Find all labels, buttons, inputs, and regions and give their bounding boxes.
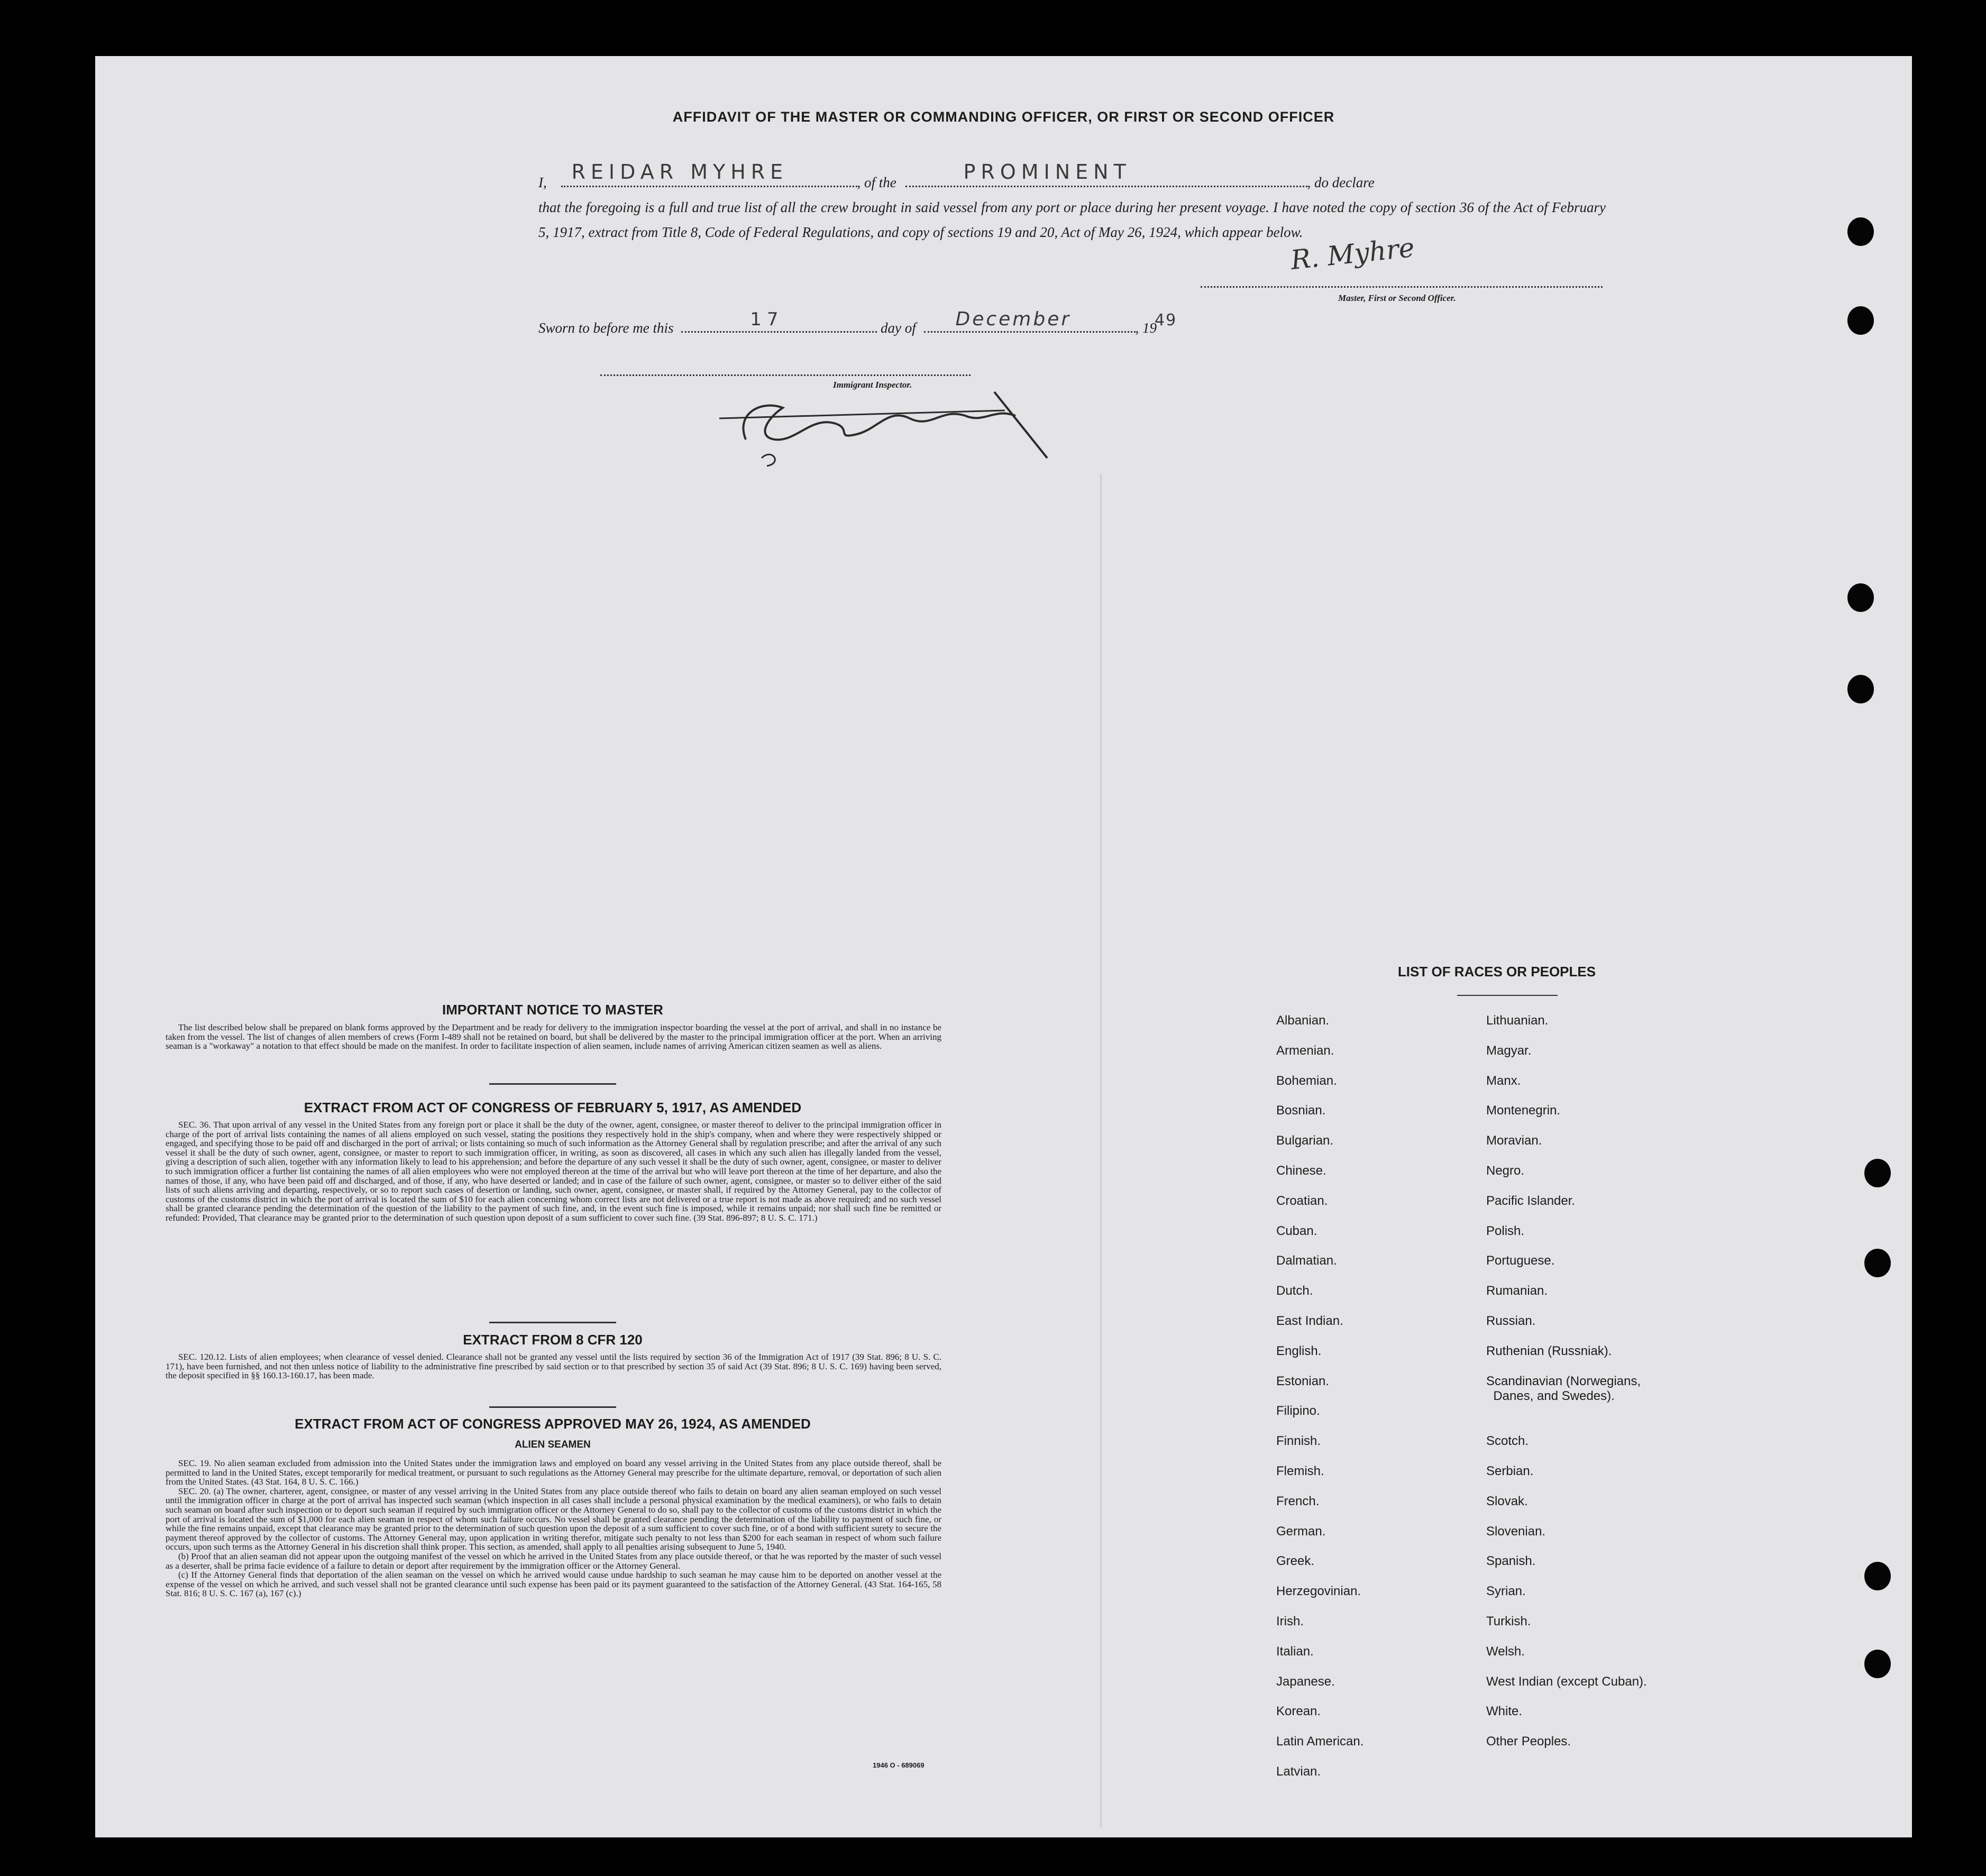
race-item: Magyar. xyxy=(1486,1043,1532,1058)
section-20c-paragraph: (c) If the Attorney General finds that deportation of the alien seaman on the vessel on which he arrived would cause undue hardship to such seaman he may cause him to be deported on another vessel at the expense of the vessel on which he arrived, and such vessel shall not be granted clearance until such expense has been paid or its payment guaranteed to the satisfaction of the Attorney General. (43 Stat. 164-165, 58 Stat. 816; 8 U. S. C. 167 (a), 167 (c).) xyxy=(166,1570,941,1599)
alien-seamen-subtitle: ALIEN SEAMEN xyxy=(515,1439,591,1450)
extract-1917-text xyxy=(166,1120,941,1223)
master-signature: R. Myhre xyxy=(1289,232,1416,276)
intro-i: I, xyxy=(538,175,547,190)
section-divider xyxy=(489,1083,616,1085)
race-item: Polish. xyxy=(1486,1223,1525,1238)
race-item: Welsh. xyxy=(1486,1644,1525,1659)
race-item: Manx. xyxy=(1486,1073,1521,1088)
race-item: Bulgarian. xyxy=(1276,1133,1334,1148)
extract-1924-text xyxy=(166,1459,941,1598)
section-120-12-paragraph: SEC. 120.12. Lists of alien employees; when clearance of vessel denied. Clearance shall not be granted any vessel until the lists required by section 36 of the Immigration Act of 1917 (39 Stat. 896; 8 U. S. C. 171), have been furnished, and not then unless notice of liability to the administrative fine prescribed by said section or to that prescribed by section 35 of said Act (39 Stat. 896; 8 U. S. C. 169) having been served, the deposit specified in §§ 160.13-160.17, has been made. xyxy=(166,1352,941,1381)
race-item: Chinese. xyxy=(1276,1164,1326,1178)
race-item: Slovak. xyxy=(1486,1494,1528,1508)
race-item: Bohemian. xyxy=(1276,1073,1337,1088)
year-field xyxy=(1155,311,1188,333)
race-item: Ruthenian (Russniak). xyxy=(1486,1343,1612,1358)
affidavit-title: AFFIDAVIT OF THE MASTER OR COMMANDING OFFICER, OR FIRST OR SECOND OFFICER xyxy=(672,109,1335,125)
document-sheet xyxy=(95,56,1912,1837)
section-divider xyxy=(489,1406,616,1408)
page-fold xyxy=(1100,474,1102,1828)
day-handwritten: 17 xyxy=(750,309,784,330)
race-item: English. xyxy=(1276,1343,1322,1358)
race-item: Finnish. xyxy=(1276,1434,1321,1449)
race-item: Cuban. xyxy=(1276,1223,1317,1238)
day-of-label: day of xyxy=(881,320,916,336)
race-item: Italian. xyxy=(1276,1644,1314,1659)
extract-1917-title: EXTRACT FROM ACT OF CONGRESS OF FEBRUARY 5, 1917, AS AMENDED xyxy=(304,1100,802,1115)
punch-hole xyxy=(1864,1562,1891,1590)
master-name-field xyxy=(561,160,857,187)
race-item: Scotch. xyxy=(1486,1434,1529,1449)
race-item: Greek. xyxy=(1276,1554,1315,1569)
race-item: White. xyxy=(1486,1704,1523,1719)
punch-hole xyxy=(1847,217,1874,246)
punch-hole xyxy=(1847,675,1874,703)
races-title-underline xyxy=(1457,995,1558,996)
race-item: West Indian (except Cuban). xyxy=(1486,1674,1647,1689)
month-handwritten: December xyxy=(955,308,1072,330)
race-item: German. xyxy=(1276,1524,1326,1539)
master-signature-caption: Master, First or Second Officer. xyxy=(1338,293,1456,303)
race-item: Syrian. xyxy=(1486,1584,1526,1599)
notice-text xyxy=(166,1023,941,1051)
master-name-handwritten: REIDAR MYHRE xyxy=(571,160,789,184)
race-item: Moravian. xyxy=(1486,1133,1542,1148)
race-item: Dalmatian. xyxy=(1276,1253,1337,1268)
race-item: Spanish. xyxy=(1486,1554,1536,1569)
races-title: LIST OF RACES OR PEOPLES xyxy=(1397,964,1596,980)
punch-hole xyxy=(1847,583,1874,612)
notice-paragraph: The list described below shall be prepared on blank forms approved by the Department and be ready for delivery to the immigration inspector boarding the vessel at the port of arrival, and shall in no instance be taken from the vessel. The list of changes of alien members of crews (Form I-489 shall not be retained on board, but shall be delivered by the master to the principal immigration officer at the port. When an arriving seaman is a "workaway" a notation to that effect should be made on the manifest. In order to facilitate inspection of alien seamen, include names of arriving American citizen seamen as well as aliens. xyxy=(166,1022,941,1051)
month-field xyxy=(924,308,1136,333)
race-item: French. xyxy=(1276,1494,1320,1508)
punch-hole xyxy=(1847,306,1874,335)
race-item: Armenian. xyxy=(1276,1043,1334,1058)
race-item: Herzegovinian. xyxy=(1276,1584,1361,1599)
race-item: Serbian. xyxy=(1486,1464,1534,1478)
punch-hole xyxy=(1864,1650,1891,1678)
race-item: Croatian. xyxy=(1276,1193,1328,1208)
race-item: Latvian. xyxy=(1276,1764,1321,1779)
section-20a-paragraph: SEC. 20. (a) The owner, charterer, agent, consignee, or master of any vessel arriving in the United States from any place outside thereof who fails to detain on board any alien seaman employed on such vessel until the immigration officer in charge at the port of arrival has inspected such seaman (which inspection in all cases shall include a personal physical examination by the medical examiners), or who fails to detain such seaman on board after such inspection or to deport such seaman if required by such immigration officer or the Attorney General to do so, shall pay to the collector of customs of the customs district in which the port of arrival is located the sum of $1,000 for each alien seaman in respect of whom such failure occurs. No vessel shall be granted clearance pending the determination of the liability to payment of such fine, or while the fine remains unpaid, except that clearance may be granted prior to the determination of such question upon the deposit of a sum sufficient to cover such fine, or of a bond with sufficient surety to secure the payment thereof approved by the collector of customs. The Attorney General may, upon application in writing therefor, mitigate such penalty to not less than $200 for each seaman in respect of whom such failure occurs, upon such terms as the Attorney General in his discretion shall think proper. This section, as amended, shall apply to all penalties arising subsequent to June 5, 1940. xyxy=(166,1486,941,1552)
race-item: Pacific Islander. xyxy=(1486,1193,1576,1208)
race-item: Slovenian. xyxy=(1486,1524,1546,1539)
of-the-label: , of the xyxy=(857,175,896,190)
day-field xyxy=(681,309,877,333)
race-item: Korean. xyxy=(1276,1704,1321,1719)
race-item: Japanese. xyxy=(1276,1674,1335,1689)
notice-title: IMPORTANT NOTICE TO MASTER xyxy=(442,1002,663,1018)
affidavit-declaration xyxy=(538,160,1606,245)
section-19-paragraph: SEC. 19. No alien seaman excluded from admission into the United States under the immigration laws and employed on board any vessel arriving in the United States from any place outside thereof, shall be permitted to land in the United States, except temporarily for medical treatment, or pursuant to such regulations as the Attorney General may prescribe for the ultimate departure, removal, or deportation of such alien from the United States. (43 Stat. 164, 8 U. S. C. 166.) xyxy=(166,1458,941,1487)
race-item: Bosnian. xyxy=(1276,1103,1326,1118)
inspector-signature-caption: Immigrant Inspector. xyxy=(833,380,912,390)
race-item: Montenegrin. xyxy=(1486,1103,1561,1118)
inspector-signature xyxy=(677,350,1100,471)
declaration-body: that the foregoing is a full and true list of all the crew brought in said vessel from any port or place during her present voyage. I have noted the copy of section 36 of the Act of February 5, 1917, extract from Title 8, Code of Federal Regulations, and copy of sections 19 and 20, Act of May 26, 1924, which appear below. xyxy=(538,199,1606,240)
inspector-signature-line xyxy=(600,374,971,376)
year-prefix: , 19 xyxy=(1135,320,1157,336)
race-item: Negro. xyxy=(1486,1164,1525,1178)
race-item: Rumanian. xyxy=(1486,1284,1548,1298)
section-divider xyxy=(489,1322,616,1323)
race-item: Latin American. xyxy=(1276,1734,1364,1749)
race-item: Other Peoples. xyxy=(1486,1734,1571,1749)
extract-1924-title: EXTRACT FROM ACT OF CONGRESS APPROVED MAY 26, 1924, AS AMENDED xyxy=(295,1416,811,1432)
race-item: Turkish. xyxy=(1486,1614,1531,1628)
year-handwritten: 49 xyxy=(1155,311,1177,330)
race-item: Estonian. xyxy=(1276,1374,1330,1388)
section-36-paragraph: SEC. 36. That upon arrival of any vessel in the United States from any foreign port or place it shall be the duty of the owner, agent, consignee, or master thereof to deliver to the principal immigration officer in charge of the port of arrival lists containing the names of all aliens employed on such vessel, stating the positions they respectively hold in the ship's company, when and where they were respectively shipped or engaged, and specifying those to be paid off and discharged in the port of arrival; or lists containing so much of such information as the Attorney General shall by regulation prescribe; and after the arrival of any such vessel it shall be the duty of such owner, agent, consignee, or master to report to such immigration officer, in writing, as soon as discovered, all cases in which any such alien has illegally landed from the vessel, giving a description of such alien, together with any information likely to lead to his apprehension; and before the departure of any such vessel it shall be the duty of such owner, agent, consignee, or master to deliver to such immigration officer a further list containing the names of all alien employees who were not employed thereon at the time of the arrival but who will leave port thereon at the time of her departure, and also the names of those, if any, who have been paid off and discharged, and of those, if any, who have deserted or landed; and in case of the failure of such owner, agent, consignee, or master so to deliver either of the said lists of such aliens arriving and departing, respectively, or so to report such cases of desertion or landing, such owner, agent, consignee, or master shall, if required by the Attorney General, pay to the collector of customs of the customs district in which the port of arrival is located the sum of $10 for each alien concerning whom correct lists are not delivered or a true report is not made as above required; and no such vessel shall be granted clearance pending the determination of the question of the liability to the payment of such fine, and, in the event such fine is imposed, while it remains unpaid; nor shall such fine be remitted or refunded: Provided, That clearance may be granted prior to the determination of such question upon deposit of a sum sufficient to cover such fine. (39 Stat. 896-897; 8 U. S. C. 171.) xyxy=(166,1120,941,1223)
race-item: Portuguese. xyxy=(1486,1253,1555,1268)
punch-hole xyxy=(1864,1249,1891,1277)
punch-hole xyxy=(1864,1159,1891,1187)
sworn-prefix: Sworn to before me this xyxy=(538,320,674,336)
sworn-statement xyxy=(538,308,1188,336)
section-20b-paragraph: (b) Proof that an alien seaman did not appear upon the outgoing manifest of the vessel on which he arrived in the United States from any place outside thereof, or that he was reported by the master of such vessel as a deserter, shall be prima facie evidence of a failure to detain or deport after requirement by the immigration officer or the Attorney General. xyxy=(166,1551,941,1571)
race-item: Albanian. xyxy=(1276,1013,1330,1028)
vessel-name-field xyxy=(905,160,1307,187)
race-item: East Indian. xyxy=(1276,1314,1343,1328)
race-item: Lithuanian. xyxy=(1486,1013,1549,1028)
race-item: Dutch. xyxy=(1276,1284,1313,1298)
race-item: Scandinavian (Norwegians, Danes, and Swedes). xyxy=(1486,1374,1641,1403)
print-code: 1946 O - 689069 xyxy=(873,1761,925,1769)
extract-cfr-title: EXTRACT FROM 8 CFR 120 xyxy=(463,1332,643,1348)
race-item: Flemish. xyxy=(1276,1464,1324,1478)
vessel-name-handwritten: PROMINENT xyxy=(963,160,1131,184)
do-declare-label: , do declare xyxy=(1307,175,1375,190)
race-item: Russian. xyxy=(1486,1314,1536,1328)
master-signature-line xyxy=(1201,286,1603,288)
race-item: Irish. xyxy=(1276,1614,1304,1628)
race-item: Filipino. xyxy=(1276,1404,1320,1419)
extract-cfr-text xyxy=(166,1352,941,1380)
